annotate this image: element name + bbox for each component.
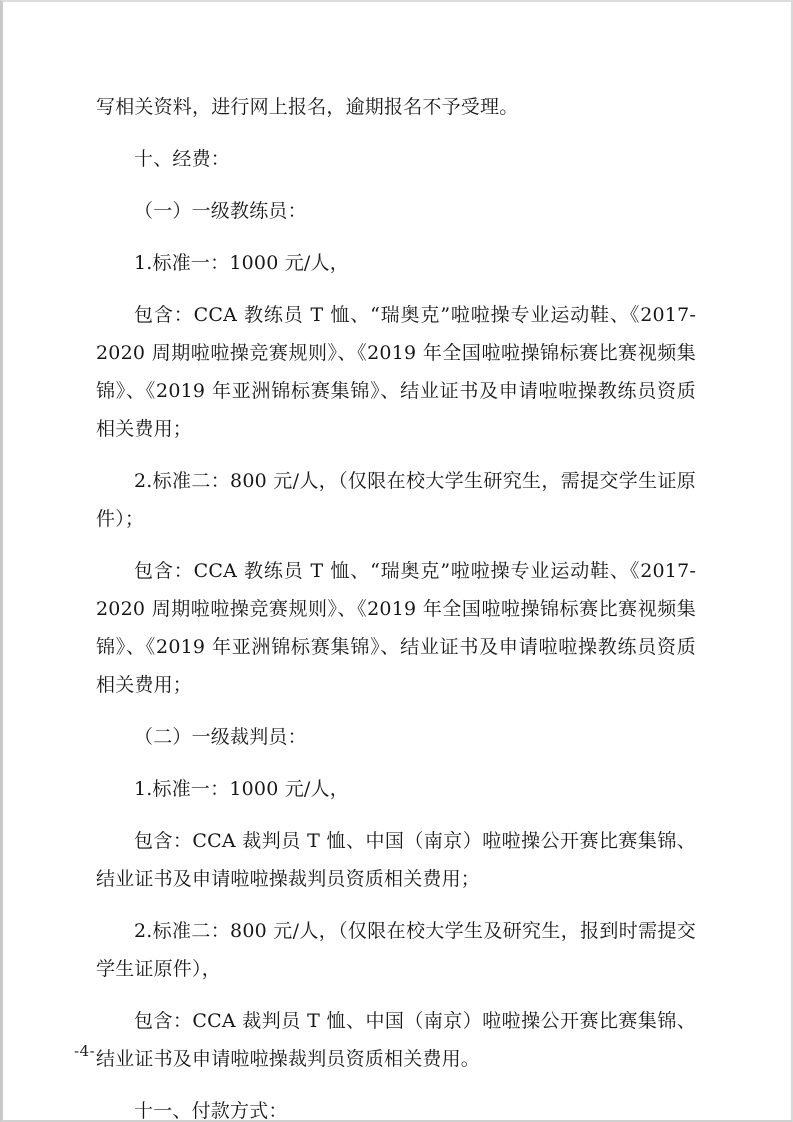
paragraph: 1.标准一：1000 元/人， xyxy=(134,778,349,800)
paragraph: （二）一级裁判员： xyxy=(134,726,307,748)
paragraph: 写相关资料，进行网上报名，逾期报名不予受理。 xyxy=(96,96,519,118)
paragraph: （一）一级教练员： xyxy=(134,200,307,222)
paragraph: 2.标准二：800 元/人，（仅限在校大学生研究生，需提交学生证原件）； xyxy=(96,470,696,530)
paragraph: 包含：CCA 裁判员 T 恤、中国（南京）啦啦操公开赛比赛集锦、结业证书及申请啦啦操裁判员资质相关费用。 xyxy=(96,1010,696,1070)
document-body xyxy=(96,88,696,1122)
paragraph: 包含：CCA 裁判员 T 恤、中国（南京）啦啦操公开赛比赛集锦、结业证书及申请啦啦操裁判员资质相关费用； xyxy=(96,830,696,890)
page-number: -4- xyxy=(74,1042,96,1060)
paragraph: 十一、付款方式： xyxy=(134,1100,288,1122)
paragraph: 包含：CCA 教练员 T 恤、“瑞奥克”啦啦操专业运动鞋、《2017-2020 周期啦啦操竞赛规则》、《2019 年全国啦啦操锦标赛比赛视频集锦》、《2019 年亚洲锦标赛集锦》、结业证书及申请啦啦操教练员资质相关费用； xyxy=(96,304,696,440)
paragraph: 2.标准二：800 元/人，（仅限在校大学生及研究生，报到时需提交学生证原件）， xyxy=(96,920,696,980)
paragraph: 1.标准一：1000 元/人， xyxy=(134,252,349,274)
paragraph: 十、经费： xyxy=(134,148,231,170)
paragraph: 包含：CCA 教练员 T 恤、“瑞奥克”啦啦操专业运动鞋、《2017-2020 周期啦啦操竞赛规则》、《2019 年全国啦啦操锦标赛比赛视频集锦》、《2019 年亚洲锦标赛集锦》、结业证书及申请啦啦操教练员资质相关费用； xyxy=(96,560,696,696)
